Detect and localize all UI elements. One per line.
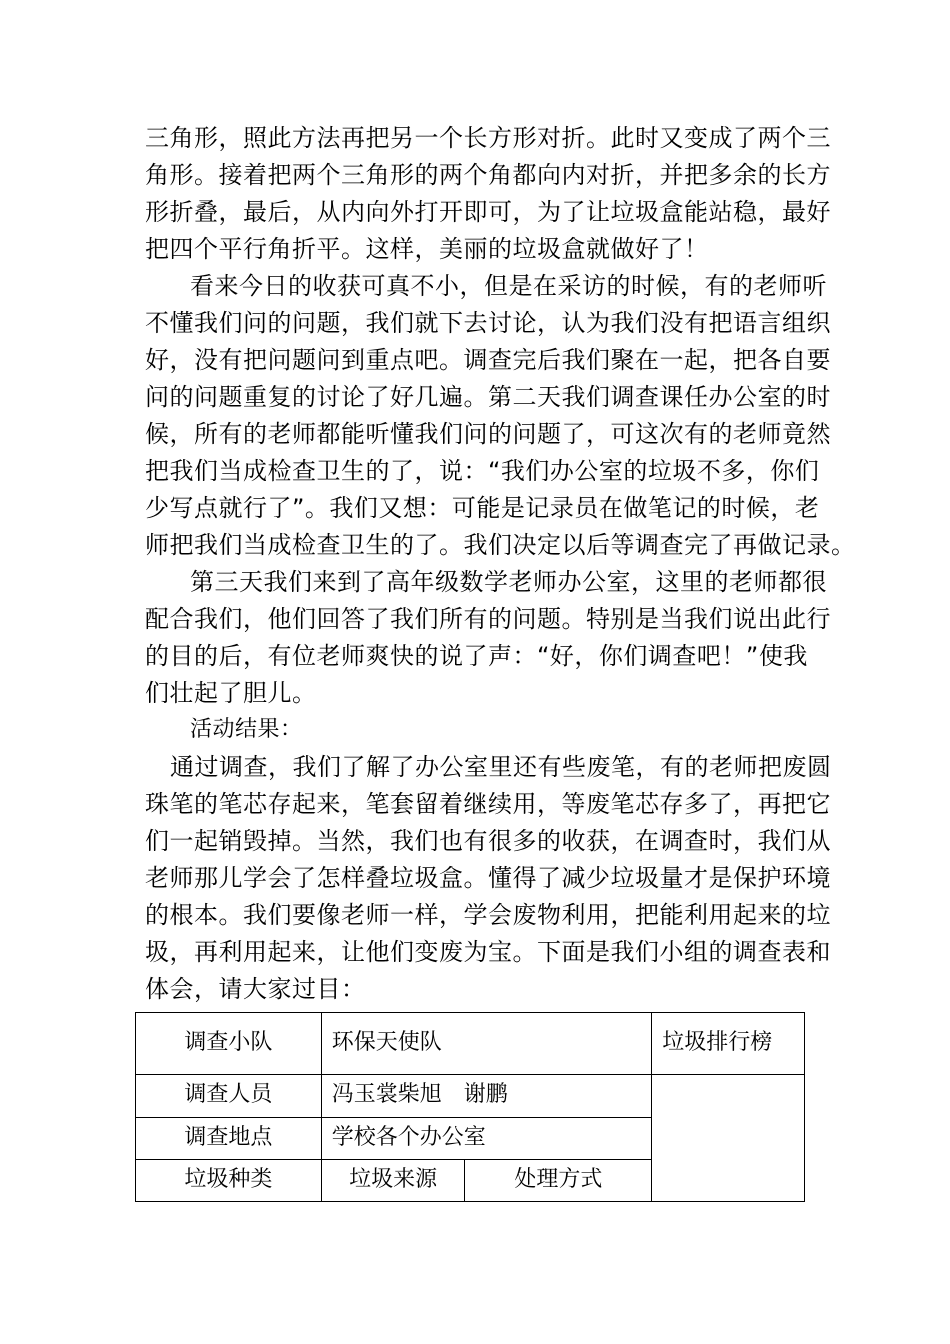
paragraph-line: 圾，再利用起来，让他们变废为宝。下面是我们小组的调查表和 <box>145 938 831 966</box>
paragraph-line: 们壮起了胆儿。 <box>145 679 317 707</box>
paragraph-line: 看来今日的收获可真不小，但是在采访的时候，有的老师听 <box>190 272 827 300</box>
ranking-label-cell: 垃圾排行榜 <box>652 1013 805 1075</box>
col-header-type: 垃圾种类 <box>136 1159 322 1201</box>
members-label-cell: 调查人员 <box>136 1075 322 1117</box>
paragraph-line: 把四个平行角折平。这样，美丽的垃圾盒就做好了！ <box>145 235 709 263</box>
paragraph-line: 的根本。我们要像老师一样，学会废物利用，把能利用起来的垃 <box>145 901 831 929</box>
col-header-source: 垃圾来源 <box>321 1159 465 1201</box>
table-row <box>136 1013 805 1075</box>
paragraph-line: 体会，请大家过目： <box>145 975 366 1003</box>
paragraph-line: 通过调查，我们了解了办公室里还有些废笔，有的老师把废圆 <box>170 753 832 781</box>
location-label-cell: 调查地点 <box>136 1117 322 1159</box>
paragraph-line: 不懂我们问的问题，我们就下去讨论，认为我们没有把语言组织 <box>145 309 831 337</box>
team-value-cell: 环保天使队 <box>321 1013 651 1075</box>
paragraph-line: 角形。接着把两个三角形的两个角都向内对折，并把多余的长方 <box>145 161 831 189</box>
paragraph-line: 老师那儿学会了怎样叠垃圾盒。懂得了减少垃圾量才是保护环境 <box>145 864 831 892</box>
team-label-cell: 调查小队 <box>136 1013 322 1075</box>
paragraph-line: 三角形，照此方法再把另一个长方形对折。此时又变成了两个三 <box>145 124 831 152</box>
location-value-cell: 学校各个办公室 <box>321 1117 651 1159</box>
paragraph-line: 珠笔的笔芯存起来，笔套留着继续用，等废笔芯存多了，再把它 <box>145 790 831 818</box>
table-row <box>136 1075 805 1117</box>
paragraph-line: 师把我们当成检查卫生的了。我们决定以后等调查完了再做记录。 <box>145 531 856 559</box>
paragraph-line: 形折叠，最后，从内向外打开即可，为了让垃圾盒能站稳，最好 <box>145 198 831 226</box>
members-value-cell: 冯玉裳柴旭 谢鹏 <box>321 1075 651 1117</box>
ranking-content-cell <box>652 1075 805 1202</box>
paragraph-line: 少写点就行了”。我们又想：可能是记录员在做笔记的时候，老 <box>145 494 820 522</box>
result-heading: 活动结果： <box>190 717 303 742</box>
paragraph-line: 把我们当成检查卫生的了，说：“我们办公室的垃圾不多，你们 <box>145 457 820 485</box>
survey-table <box>135 1012 805 1202</box>
col-header-method: 处理方式 <box>465 1159 652 1201</box>
paragraph-line: 问的问题重复的讨论了好几遍。第二天我们调查课任办公室的时 <box>145 383 831 411</box>
paragraph-line: 配合我们，他们回答了我们所有的问题。特别是当我们说出此行 <box>145 605 831 633</box>
paragraph-line: 好，没有把问题问到重点吧。调查完后我们聚在一起，把各自要 <box>145 346 831 374</box>
paragraph-line: 们一起销毁掉。当然，我们也有很多的收获，在调查时，我们从 <box>145 827 831 855</box>
paragraph-line: 的目的后，有位老师爽快的说了声：“好，你们调查吧！”使我 <box>145 642 808 670</box>
paragraph-line: 候，所有的老师都能听懂我们问的问题了，可这次有的老师竟然 <box>145 420 831 448</box>
paragraph-line: 第三天我们来到了高年级数学老师办公室，这里的老师都很 <box>190 568 827 596</box>
